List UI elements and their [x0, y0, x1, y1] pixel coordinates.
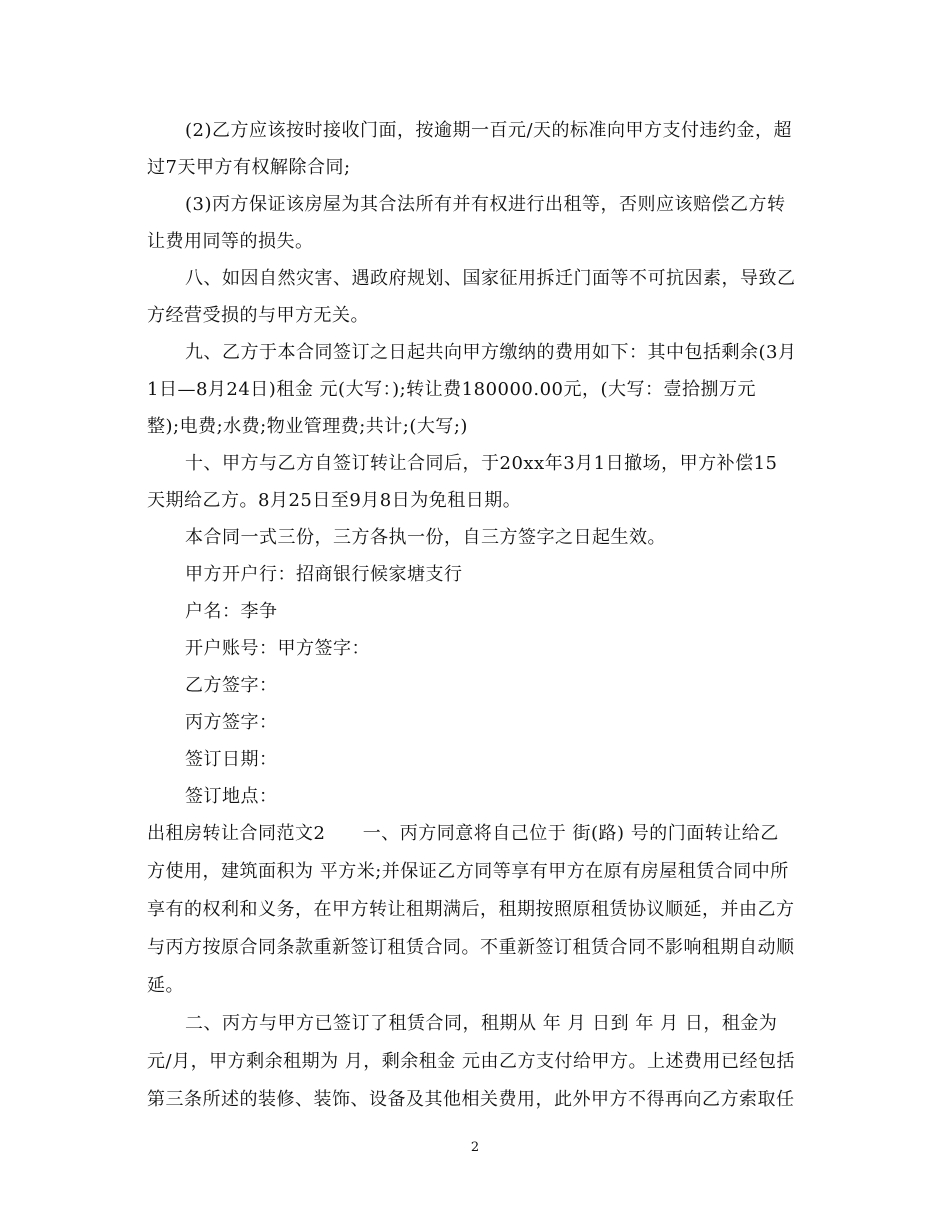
- page-number: 2: [470, 1140, 480, 1155]
- text-line: 第三条所述的装修、装饰、设备及其他相关费用，此外甲方不得再向乙方索取任: [147, 1089, 795, 1110]
- text-line: 让费用同等的损失。: [147, 231, 314, 252]
- text-line: 二、丙方与甲方已签订了租赁合同，租期从 年 月 日到 年 月 日，租金为: [185, 1013, 778, 1034]
- text-line: 元/月，甲方剩余租期为 月，剩余租金 元由乙方支付给甲方。上述费用已经包括: [147, 1051, 796, 1072]
- text-line: 乙方签字：: [185, 675, 278, 696]
- text-line: 丙方签字：: [185, 712, 278, 733]
- text-line: 整);电费;水费;物业管理费;共计;(大写;): [147, 416, 468, 437]
- text-line: 签订日期：: [185, 749, 278, 770]
- text-line: 户名：李争: [185, 601, 278, 622]
- text-line: 九、乙方于本合同签订之日起共向甲方缴纳的费用如下：其中包括剩余(3月: [185, 342, 797, 363]
- text-line: 享有的权利和义务，在甲方转让租期满后，租期按照原租赁协议顺延，并由乙方: [147, 899, 795, 920]
- text-line: 天期给乙方。8月25日至9月8日为免租日期。: [147, 490, 522, 511]
- text-line: 签订地点：: [185, 786, 278, 807]
- text-line: 甲方开户行：招商银行候家塘支行: [185, 564, 463, 585]
- text-line: 开户账号：甲方签字：: [185, 638, 370, 659]
- text-line: 延。: [147, 975, 184, 996]
- text-line: 出租房转让合同范文2 一、丙方同意将自己位于 街(路) 号的门面转让给乙: [147, 823, 779, 844]
- text-line: 方使用，建筑面积为 平方米;并保证乙方同等享有甲方在原有房屋租赁合同中所: [147, 861, 789, 882]
- text-line: 与丙方按原合同条款重新签订租赁合同。不重新签订租赁合同不影响租期自动顺: [147, 937, 795, 958]
- text-line: 本合同一式三份，三方各执一份，自三方签字之日起生效。: [185, 527, 666, 548]
- text-line: 十、甲方与乙方自签订转让合同后，于20xx年3月1日撤场，甲方补偿15: [185, 453, 778, 474]
- text-line: 方经营受损的与甲方无关。: [147, 305, 369, 326]
- text-line: (2)乙方应该按时接收门面，按逾期一百元/天的标准向甲方支付违约金，超: [185, 120, 793, 141]
- text-line: 八、如因自然灾害、遇政府规划、国家征用拆迁门面等不可抗因素，导致乙: [185, 268, 796, 289]
- text-line: 1日—8月24日)租金 元(大写：);转让费180000.00元，(大写：壹拾捌万元: [147, 379, 757, 400]
- text-line: (3)丙方保证该房屋为其合法所有并有权进行出租等，否则应该赔偿乙方转: [185, 194, 786, 215]
- text-line: 过7天甲方有权解除合同;: [147, 157, 351, 178]
